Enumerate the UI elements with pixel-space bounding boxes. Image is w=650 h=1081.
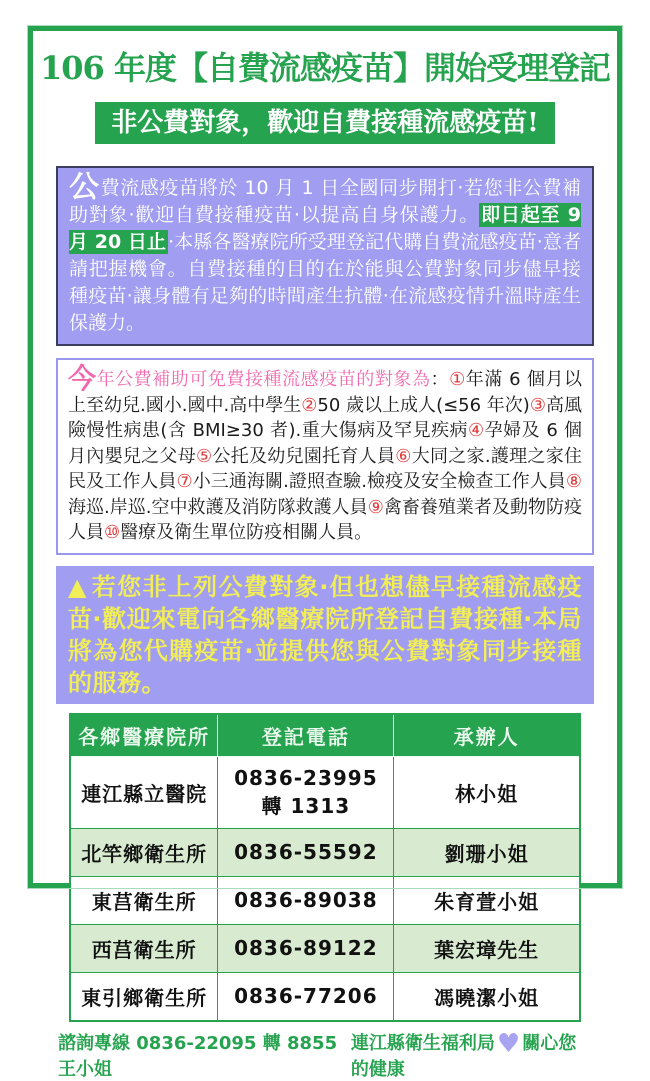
- eligibility-items: [68, 369, 582, 543]
- table-row: [70, 972, 580, 1021]
- contact-person-cell: 葉宏璋先生: [394, 924, 580, 972]
- org-line: [351, 1029, 592, 1081]
- circled-number: ⑤: [196, 445, 213, 467]
- phone-cell: 0836-77206: [218, 972, 394, 1021]
- clinic-name-cell: 東莒衛生所: [70, 876, 218, 924]
- table-header-row: [70, 714, 580, 757]
- clinic-name-cell: 西莒衛生所: [70, 924, 218, 972]
- column-header: 登記電話: [218, 714, 394, 757]
- deadline-highlight: 即日起至 9 月 20 日止: [69, 204, 581, 253]
- public-funded-notice-box: [56, 166, 594, 346]
- eligibility-item-text: 禽畜養殖業者及動物防疫人員: [68, 496, 582, 543]
- eligibility-item-text: 50 歲以上成人(≤56 年次): [317, 394, 530, 416]
- circled-number: ⑧: [565, 471, 582, 492]
- phone-cell: 0836-89038: [218, 876, 394, 924]
- table-row: [70, 924, 580, 972]
- eligibility-item-text: 海巡.岸巡.空中救護及消防隊救護人員: [68, 496, 368, 518]
- footer: [56, 1029, 594, 1081]
- table-row: [70, 756, 580, 828]
- contact-person-cell: 劉珊小姐: [394, 828, 580, 876]
- page-title: 106 年度【自費流感疫苗】開始受理登記: [40, 49, 610, 87]
- clinic-name-cell: 連江縣立醫院: [70, 756, 218, 828]
- circled-number: ①: [449, 369, 466, 390]
- flyer-frame: [28, 26, 622, 1080]
- slogan-text: 關心您的健康: [350, 1032, 577, 1080]
- subtitle-row: [33, 102, 617, 144]
- org-name: 連江縣衛生福利局: [350, 1032, 495, 1054]
- eligibility-item-text: 年滿 6 個月以上至幼兒.國小.國中.高中學生: [68, 369, 583, 416]
- circled-number: ②: [301, 394, 318, 416]
- phone-cell: 0836-23995 轉 1313: [218, 756, 394, 828]
- circled-number: ⑩: [104, 522, 121, 543]
- eligibility-item-text: 孕婦及 6 個月內嬰兒之父母: [68, 420, 582, 467]
- contact-person-cell: 朱育萱小姐: [394, 876, 580, 924]
- circled-number: ⑥: [395, 445, 412, 467]
- clinic-name-cell: 東引鄉衛生所: [70, 972, 218, 1021]
- eligibility-item-text: 公托及幼兒園托育人員: [212, 445, 396, 467]
- notice-dropcap: 公: [69, 170, 101, 205]
- table-row: [70, 876, 580, 924]
- column-header: 各鄉醫療院所: [70, 714, 218, 757]
- eligibility-lead-text: 年公費補助可免費接種流感疫苗的對象為: [96, 369, 431, 390]
- phone-cell: 0836-55592: [218, 828, 394, 876]
- clinic-table-head: [70, 714, 580, 757]
- circled-number: ⑨: [367, 496, 384, 518]
- clinic-table: [69, 713, 581, 1022]
- eligibility-item-text: 大同之家.護理之家住民及工作人員: [68, 445, 582, 492]
- eligibility-box: [56, 358, 594, 555]
- contact-person-cell: 林小姐: [394, 756, 580, 828]
- eligibility-item-text: 小三通海關.證照查驗.檢疫及安全檢查工作人員: [192, 471, 566, 492]
- circled-number: ④: [468, 420, 485, 441]
- notice-text-1: 費流感疫苗將於 10 月 1 日全國同步開打‧若您非公費補助對象‧歡迎自費接種疫苗‧以提高自身保護力。: [69, 177, 582, 226]
- hotline-text: 諮詢專線 0836-22095 轉 8855 王小姐: [58, 1032, 338, 1080]
- clinic-table-body: [70, 756, 580, 1021]
- eligibility-dropcap: 今: [68, 362, 97, 395]
- contact-person-cell: 馮曉潔小姐: [394, 972, 580, 1021]
- clinic-name-cell: 北竿鄉衛生所: [70, 828, 218, 876]
- column-header: 承辦人: [394, 714, 580, 757]
- flyer-content: [33, 166, 617, 1081]
- phone-cell: 0836-89122: [218, 924, 394, 972]
- circled-number: ③: [529, 394, 546, 416]
- eligibility-lead: [68, 362, 431, 395]
- table-row: [70, 828, 580, 876]
- self-pay-cta-box: [56, 566, 594, 704]
- eligibility-item-text: 醫療及衛生單位防疫相關人員。: [120, 522, 373, 543]
- heart-icon: ♥: [496, 1028, 521, 1059]
- triangle-marker-icon: ▲: [68, 572, 88, 601]
- notice-text-2: ‧本縣各醫療院所受理登記代購自費流感疫苗‧意者請把握機會。自費接種的目的在於能與公費對象同步儘早接種疫苗‧讓身體有足夠的時間產生抗體‧在流感疫情升溫時產生保護力。: [69, 231, 581, 334]
- eligibility-item-text: 高風險慢性病患(含 BMI≥30 者).重大傷病及罕見疾病: [68, 394, 583, 441]
- circled-number: ⑦: [176, 471, 193, 492]
- subtitle-banner: 非公費對象，歡迎自費接種流感疫苗!: [95, 102, 554, 144]
- eligibility-colon: ：: [430, 369, 450, 390]
- cta-text: 若您非上列公費對象‧但也想儘早接種流感疫苗‧歡迎來電向各鄉醫療院所登記自費接種‧本局將為您代購疫苗‧並提供您與公費對象同步接種的服務。: [68, 572, 582, 697]
